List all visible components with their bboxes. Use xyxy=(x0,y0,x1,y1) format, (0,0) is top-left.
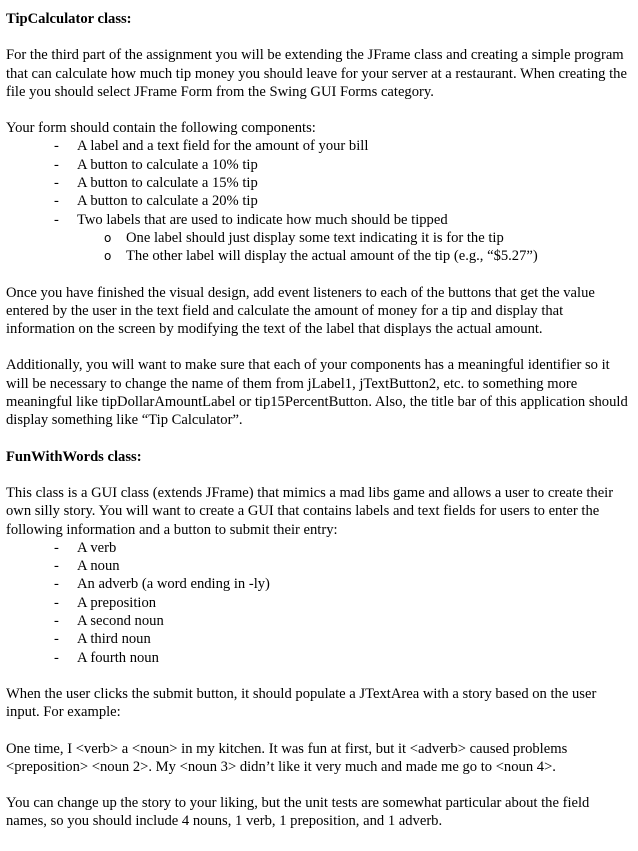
list-item-text: A button to calculate a 20% tip xyxy=(77,193,258,210)
list-item-text: A fourth noun xyxy=(77,649,159,666)
dash-bullet: - xyxy=(54,138,59,155)
list-item-text: A button to calculate a 15% tip xyxy=(77,175,258,192)
list-item xyxy=(6,229,632,247)
list-item xyxy=(6,174,632,192)
list-item xyxy=(6,649,632,667)
dash-bullet: - xyxy=(54,576,59,593)
list-item-text: A noun xyxy=(77,558,120,575)
list-item-text: A verb xyxy=(77,539,117,556)
field-names-paragraph: You can change up the story to your liking, but the unit tests are somewhat particular about the field names, so you should include 4 nouns, 1 verb, 1 preposition, and 1 adverb. xyxy=(6,795,590,830)
event-listeners-paragraph: Once you have finished the visual design, add event listeners to each of the buttons that get the value entered by the user in the text field and calculate the amount of money for a tip and display that information on the screen by modifying the text of the label that displays the actual amount. xyxy=(6,284,595,338)
list-item xyxy=(6,137,632,155)
list-item xyxy=(6,630,632,648)
dash-bullet: - xyxy=(54,193,59,210)
fun-with-words-heading: FunWithWords class: xyxy=(6,448,142,465)
list-item xyxy=(6,594,632,612)
list-item-text: A button to calculate a 10% tip xyxy=(77,156,258,173)
dash-bullet: - xyxy=(54,211,59,228)
list-item xyxy=(6,575,632,593)
circle-bullet: o xyxy=(104,249,112,264)
list-item-text: A third noun xyxy=(77,631,151,648)
list-item-text: A label and a text field for the amount of your bill xyxy=(77,138,369,155)
identifiers-paragraph: Additionally, you will want to make sure that each of your components has a meaningful identifier so it will be necessary to change the name of them from jLabel1, jTextButton2, etc. to something more meaningful like tipDollarAmountLabel or tip15PercentButton. Also, the title bar of this application should display something like “Tip Calculator”. xyxy=(6,357,628,429)
word-inputs-list xyxy=(6,539,632,667)
sub-components-list xyxy=(6,229,632,266)
list-item-text: A second noun xyxy=(77,613,164,630)
list-item-text: The other label will display the actual amount of the tip (e.g., “$5.27”) xyxy=(126,248,538,265)
dash-bullet: - xyxy=(54,539,59,556)
dash-bullet: - xyxy=(54,613,59,630)
list-item xyxy=(6,557,632,575)
components-list xyxy=(6,137,632,228)
components-intro: Your form should contain the following components: xyxy=(6,120,316,137)
list-item xyxy=(6,156,632,174)
list-item-text: An adverb (a word ending in -ly) xyxy=(77,576,270,593)
dash-bullet: - xyxy=(54,558,59,575)
list-item-text: Two labels that are used to indicate how much should be tipped xyxy=(77,211,448,228)
dash-bullet: - xyxy=(54,631,59,648)
dash-bullet: - xyxy=(54,649,59,666)
list-item xyxy=(6,247,632,265)
circle-bullet: o xyxy=(104,230,112,245)
list-item xyxy=(6,192,632,210)
tip-intro-paragraph: For the third part of the assignment you will be extending the JFrame class and creating a simple program that can calculate how much tip money you should leave for your server at a restaurant. When creating the file you should select JFrame Form from the Swing GUI Forms category. xyxy=(6,47,627,100)
dash-bullet: - xyxy=(54,156,59,173)
list-item xyxy=(6,612,632,630)
list-item-text: A preposition xyxy=(77,594,157,611)
dash-bullet: - xyxy=(54,594,59,611)
tip-calculator-heading: TipCalculator class: xyxy=(6,11,132,27)
fun-with-words-intro: This class is a GUI class (extends JFrame) that mimics a mad libs game and allows a user to create their own silly story. You will want to create a GUI that contains labels and text fields for users to enter the following information and a button to submit their entry: xyxy=(6,484,614,538)
list-item-text: One label should just display some text indicating it is for the tip xyxy=(126,229,504,246)
list-item xyxy=(6,211,632,229)
submit-paragraph: When the user clicks the submit button, it should populate a JTextArea with a story based on the user input. For example: xyxy=(6,685,597,721)
dash-bullet: - xyxy=(54,175,59,192)
list-item xyxy=(6,539,632,557)
example-story-paragraph: One time, I <verb> a <noun> in my kitchen. It was fun at first, but it <adverb> caused problems <preposition> <noun 2>. My <noun 3> didn’t like it very much and made me go to <noun 4>. xyxy=(6,740,568,775)
